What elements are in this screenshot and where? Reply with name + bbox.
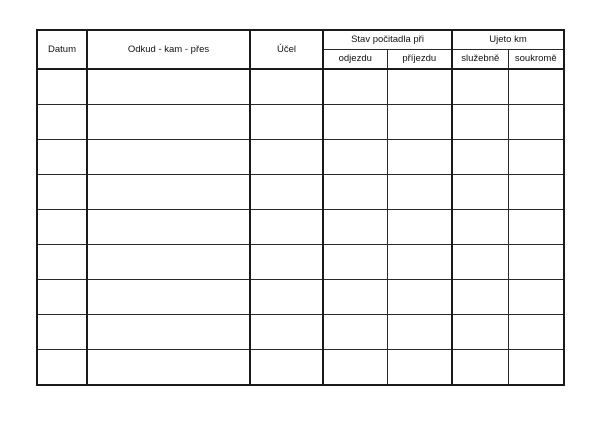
entry-cell-date[interactable] [37, 140, 87, 175]
entry-cell-route[interactable] [87, 105, 250, 140]
logbook-table [36, 29, 565, 386]
entry-cell-route[interactable] [87, 350, 250, 386]
entry-cell-odometer-arrival[interactable] [387, 280, 452, 315]
entry-cell-odometer-arrival[interactable] [387, 350, 452, 386]
entry-cell-odometer-arrival[interactable] [387, 245, 452, 280]
entry-cell-route[interactable] [87, 210, 250, 245]
entry-cell-date[interactable] [37, 280, 87, 315]
entry-cell-odometer-arrival[interactable] [387, 140, 452, 175]
entry-cell-odometer-departure[interactable] [323, 210, 387, 245]
column-header-km-private: soukromě [508, 50, 564, 70]
entry-cell-km-business[interactable] [452, 350, 508, 386]
entry-cell-km-private[interactable] [508, 245, 564, 280]
entry-cell-odometer-departure[interactable] [323, 140, 387, 175]
entry-cell-purpose[interactable] [250, 210, 323, 245]
column-header-odometer-departure: odjezdu [323, 50, 387, 70]
entry-cell-date[interactable] [37, 210, 87, 245]
entry-cell-km-private[interactable] [508, 315, 564, 350]
entry-cell-km-private[interactable] [508, 280, 564, 315]
column-header-purpose: Účel [250, 30, 323, 69]
logbook-header [37, 30, 564, 69]
entry-cell-route[interactable] [87, 140, 250, 175]
column-header-odometer-arrival: příjezdu [387, 50, 452, 70]
entry-cell-km-private[interactable] [508, 210, 564, 245]
entry-cell-odometer-departure[interactable] [323, 69, 387, 105]
entry-cell-odometer-arrival[interactable] [387, 315, 452, 350]
table-row [37, 175, 564, 210]
entry-cell-purpose[interactable] [250, 175, 323, 210]
entry-cell-km-private[interactable] [508, 69, 564, 105]
entry-cell-km-business[interactable] [452, 210, 508, 245]
entry-cell-date[interactable] [37, 69, 87, 105]
entry-cell-date[interactable] [37, 245, 87, 280]
table-row [37, 69, 564, 105]
entry-cell-odometer-departure[interactable] [323, 315, 387, 350]
entry-cell-route[interactable] [87, 280, 250, 315]
entry-cell-purpose[interactable] [250, 69, 323, 105]
entry-cell-km-business[interactable] [452, 175, 508, 210]
table-row [37, 315, 564, 350]
entry-cell-odometer-arrival[interactable] [387, 69, 452, 105]
table-row [37, 105, 564, 140]
entry-cell-odometer-arrival[interactable] [387, 175, 452, 210]
entry-cell-km-business[interactable] [452, 69, 508, 105]
table-row [37, 350, 564, 386]
entry-cell-route[interactable] [87, 315, 250, 350]
entry-cell-km-business[interactable] [452, 105, 508, 140]
entry-cell-date[interactable] [37, 350, 87, 386]
column-group-km: Ujeto km [452, 30, 564, 50]
entry-cell-odometer-departure[interactable] [323, 350, 387, 386]
entry-cell-date[interactable] [37, 315, 87, 350]
entry-cell-purpose[interactable] [250, 280, 323, 315]
entry-cell-purpose[interactable] [250, 315, 323, 350]
entry-cell-purpose[interactable] [250, 140, 323, 175]
entry-cell-odometer-departure[interactable] [323, 105, 387, 140]
entry-cell-purpose[interactable] [250, 105, 323, 140]
column-header-route: Odkud - kam - přes [87, 30, 250, 69]
entry-cell-route[interactable] [87, 245, 250, 280]
entry-cell-km-private[interactable] [508, 105, 564, 140]
entry-cell-km-private[interactable] [508, 350, 564, 386]
column-header-km-business: služebně [452, 50, 508, 70]
column-header-date: Datum [37, 30, 87, 69]
entry-cell-odometer-departure[interactable] [323, 245, 387, 280]
entry-cell-date[interactable] [37, 105, 87, 140]
logbook-body [37, 69, 564, 385]
entry-cell-km-business[interactable] [452, 140, 508, 175]
entry-cell-route[interactable] [87, 69, 250, 105]
entry-cell-km-business[interactable] [452, 245, 508, 280]
table-row [37, 245, 564, 280]
logbook-sheet [36, 29, 563, 385]
entry-cell-purpose[interactable] [250, 350, 323, 386]
column-group-odometer: Stav počitadla při [323, 30, 452, 50]
entry-cell-odometer-arrival[interactable] [387, 210, 452, 245]
entry-cell-odometer-departure[interactable] [323, 280, 387, 315]
entry-cell-purpose[interactable] [250, 245, 323, 280]
entry-cell-km-private[interactable] [508, 140, 564, 175]
entry-cell-route[interactable] [87, 175, 250, 210]
entry-cell-date[interactable] [37, 175, 87, 210]
entry-cell-odometer-departure[interactable] [323, 175, 387, 210]
entry-cell-odometer-arrival[interactable] [387, 105, 452, 140]
entry-cell-km-business[interactable] [452, 315, 508, 350]
table-row [37, 140, 564, 175]
table-row [37, 280, 564, 315]
entry-cell-km-private[interactable] [508, 175, 564, 210]
entry-cell-km-business[interactable] [452, 280, 508, 315]
table-row [37, 210, 564, 245]
